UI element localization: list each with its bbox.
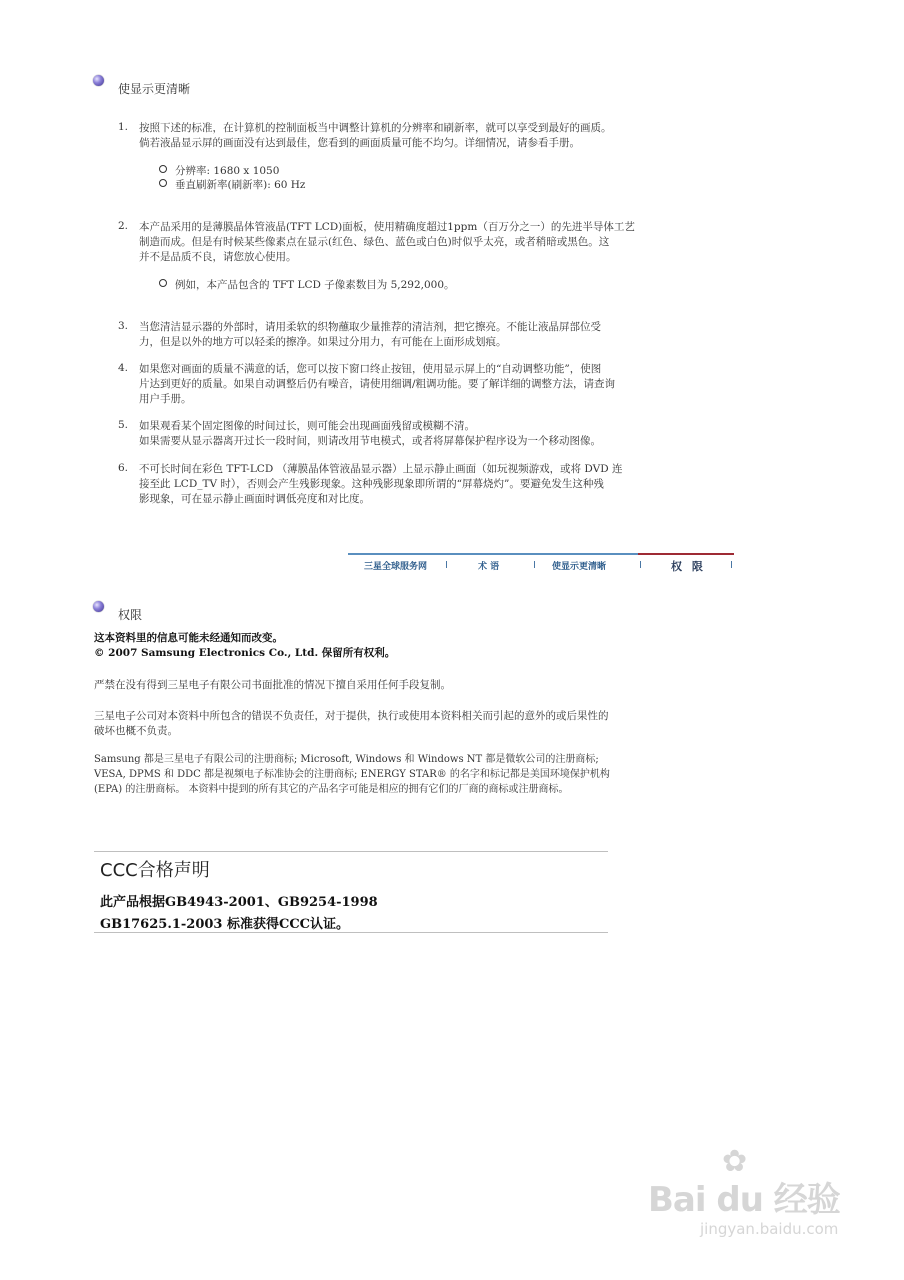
- ccc-title: CCC合格声明: [100, 860, 210, 881]
- sub-item: 垂直刷新率(刷新率): 60 Hz: [159, 178, 305, 193]
- reproduction-text: 严禁在没有得到三星电子有限公司书面批准的情况下擅自采用任何手段复制。: [94, 679, 451, 691]
- sub-item: 例如，本产品包含的 TFT LCD 子像素数目为 5,292,000。: [159, 278, 455, 293]
- ccc-line-1: 此产品根据GB4943-2001、GB9254-1998: [100, 895, 378, 910]
- circle-bullet-icon: [159, 179, 167, 187]
- circle-bullet-icon: [159, 165, 167, 173]
- item-text: 如果观看某个固定图像的时间过长，则可能会出现画面残留或模糊不清。 如果需要从显示器离开过长一段时间，则请改用节电模式，或者将屏幕保护程序设为一个移动图像。: [139, 420, 601, 447]
- baidu-watermark-logo: Bai du 经验: [648, 1180, 840, 1220]
- item-number: 4.: [117, 362, 128, 374]
- nav-separator: [534, 561, 535, 568]
- nav-separator: [446, 561, 447, 568]
- nav-link-clearer-display[interactable]: 使显示更清晰: [552, 562, 607, 572]
- ccc-top-rule: [94, 851, 608, 852]
- item-text: 如果您对画面的质量不满意的话，您可以按下窗口终止按钮，使用显示屏上的“自动调整功能”，使图 片达到更好的质量。如果自动调整后仍有噪音，请使用细调/粗调功能。要了解详细的调整方法，请查询 用户手册。: [139, 363, 616, 405]
- section-bullet-icon: [93, 75, 104, 86]
- section-title-display: 使显示更清晰: [118, 82, 191, 96]
- nav-link-glossary[interactable]: 术 语: [478, 562, 500, 572]
- baidu-paw-icon: ✿: [722, 1144, 748, 1179]
- item-number: 3.: [117, 320, 128, 332]
- item-text: 不可长时间在彩色 TFT-LCD （薄膜晶体管液晶显示器）上显示静止画面（如玩视频游戏，或将 DVD 连 接至此 LCD_TV 时），否则会产生残影现象。这种残影现象即所谓的“屏幕烧灼”。要避免发生这种残 影现象，可在显示静止画面时调低亮度和对比度。: [139, 463, 623, 505]
- nav-link-samsung-service[interactable]: 三星全球服务网: [364, 562, 428, 572]
- item-text: 按照下述的标准，在计算机的控制面板当中调整计算机的分辨率和刷新率，就可以享受到最好的画质。 倘若液晶显示屏的画面没有达到最佳，您看到的画面质量可能不均匀。详细情况，请参看手册。: [139, 122, 612, 149]
- nav-link-rights[interactable]: 权 限: [671, 560, 706, 573]
- ccc-bottom-rule: [94, 932, 608, 933]
- notice-text: 这本资料里的信息可能未经通知而改变。: [94, 632, 283, 644]
- nav-divider-line: [348, 553, 638, 555]
- nav-separator: [640, 561, 641, 568]
- section-title-rights: 权限: [118, 608, 143, 622]
- copyright-text: © 2007 Samsung Electronics Co., Ltd. 保留所有权利。: [94, 647, 396, 659]
- item-number: 6.: [117, 462, 128, 474]
- circle-bullet-icon: [159, 279, 167, 287]
- baidu-watermark-url: jingyan.baidu.com: [700, 1220, 839, 1238]
- sub-item: 分辨率: 1680 x 1050: [159, 164, 279, 179]
- trademark-text: Samsung 都是三星电子有限公司的注册商标; Microsoft, Windows 和 Windows NT 都是微软公司的注册商标; VESA, DPMS 和 DDC 都是视频电子标准协会的注册商标; ENERGY STAR® 的名字和标记都是美国环境保护机构 (EPA) 的注册商标。 本资料中提到的所有其它的产品名字可能是相应的拥有它们的厂商的商标或注册商标。: [94, 754, 610, 795]
- item-number: 2.: [117, 220, 128, 232]
- item-number: 1.: [117, 121, 128, 133]
- item-text: 本产品采用的是薄膜晶体管液晶(TFT LCD)面板，使用精确度超过1ppm（百万分之一）的先进半导体工艺 制造而成。但是有时候某些像素点在显示(红色、绿色、蓝色或白色)时似乎太亮，或者稍暗或黑色。这 并不是品质不良，请您放心使用。: [139, 221, 635, 263]
- liability-text: 三星电子公司对本资料中所包含的错误不负责任，对于提供，执行或使用本资料相关而引起的意外的或后果性的 破坏也概不负责。: [94, 710, 609, 737]
- bottom-nav-bar: [348, 553, 734, 575]
- nav-active-line: [638, 553, 734, 555]
- section-bullet-icon: [93, 601, 104, 612]
- nav-separator: [731, 561, 732, 568]
- ccc-line-2: GB17625.1-2003 标准获得CCC认证。: [100, 917, 350, 932]
- item-text: 当您清洁显示器的外部时，请用柔软的织物蘸取少量推荐的清洁剂，把它擦亮。不能让液晶屏部位受 力，但是以外的地方可以轻柔的擦净。如果过分用力，有可能在上面形成划痕。: [139, 321, 601, 348]
- item-number: 5.: [117, 419, 128, 431]
